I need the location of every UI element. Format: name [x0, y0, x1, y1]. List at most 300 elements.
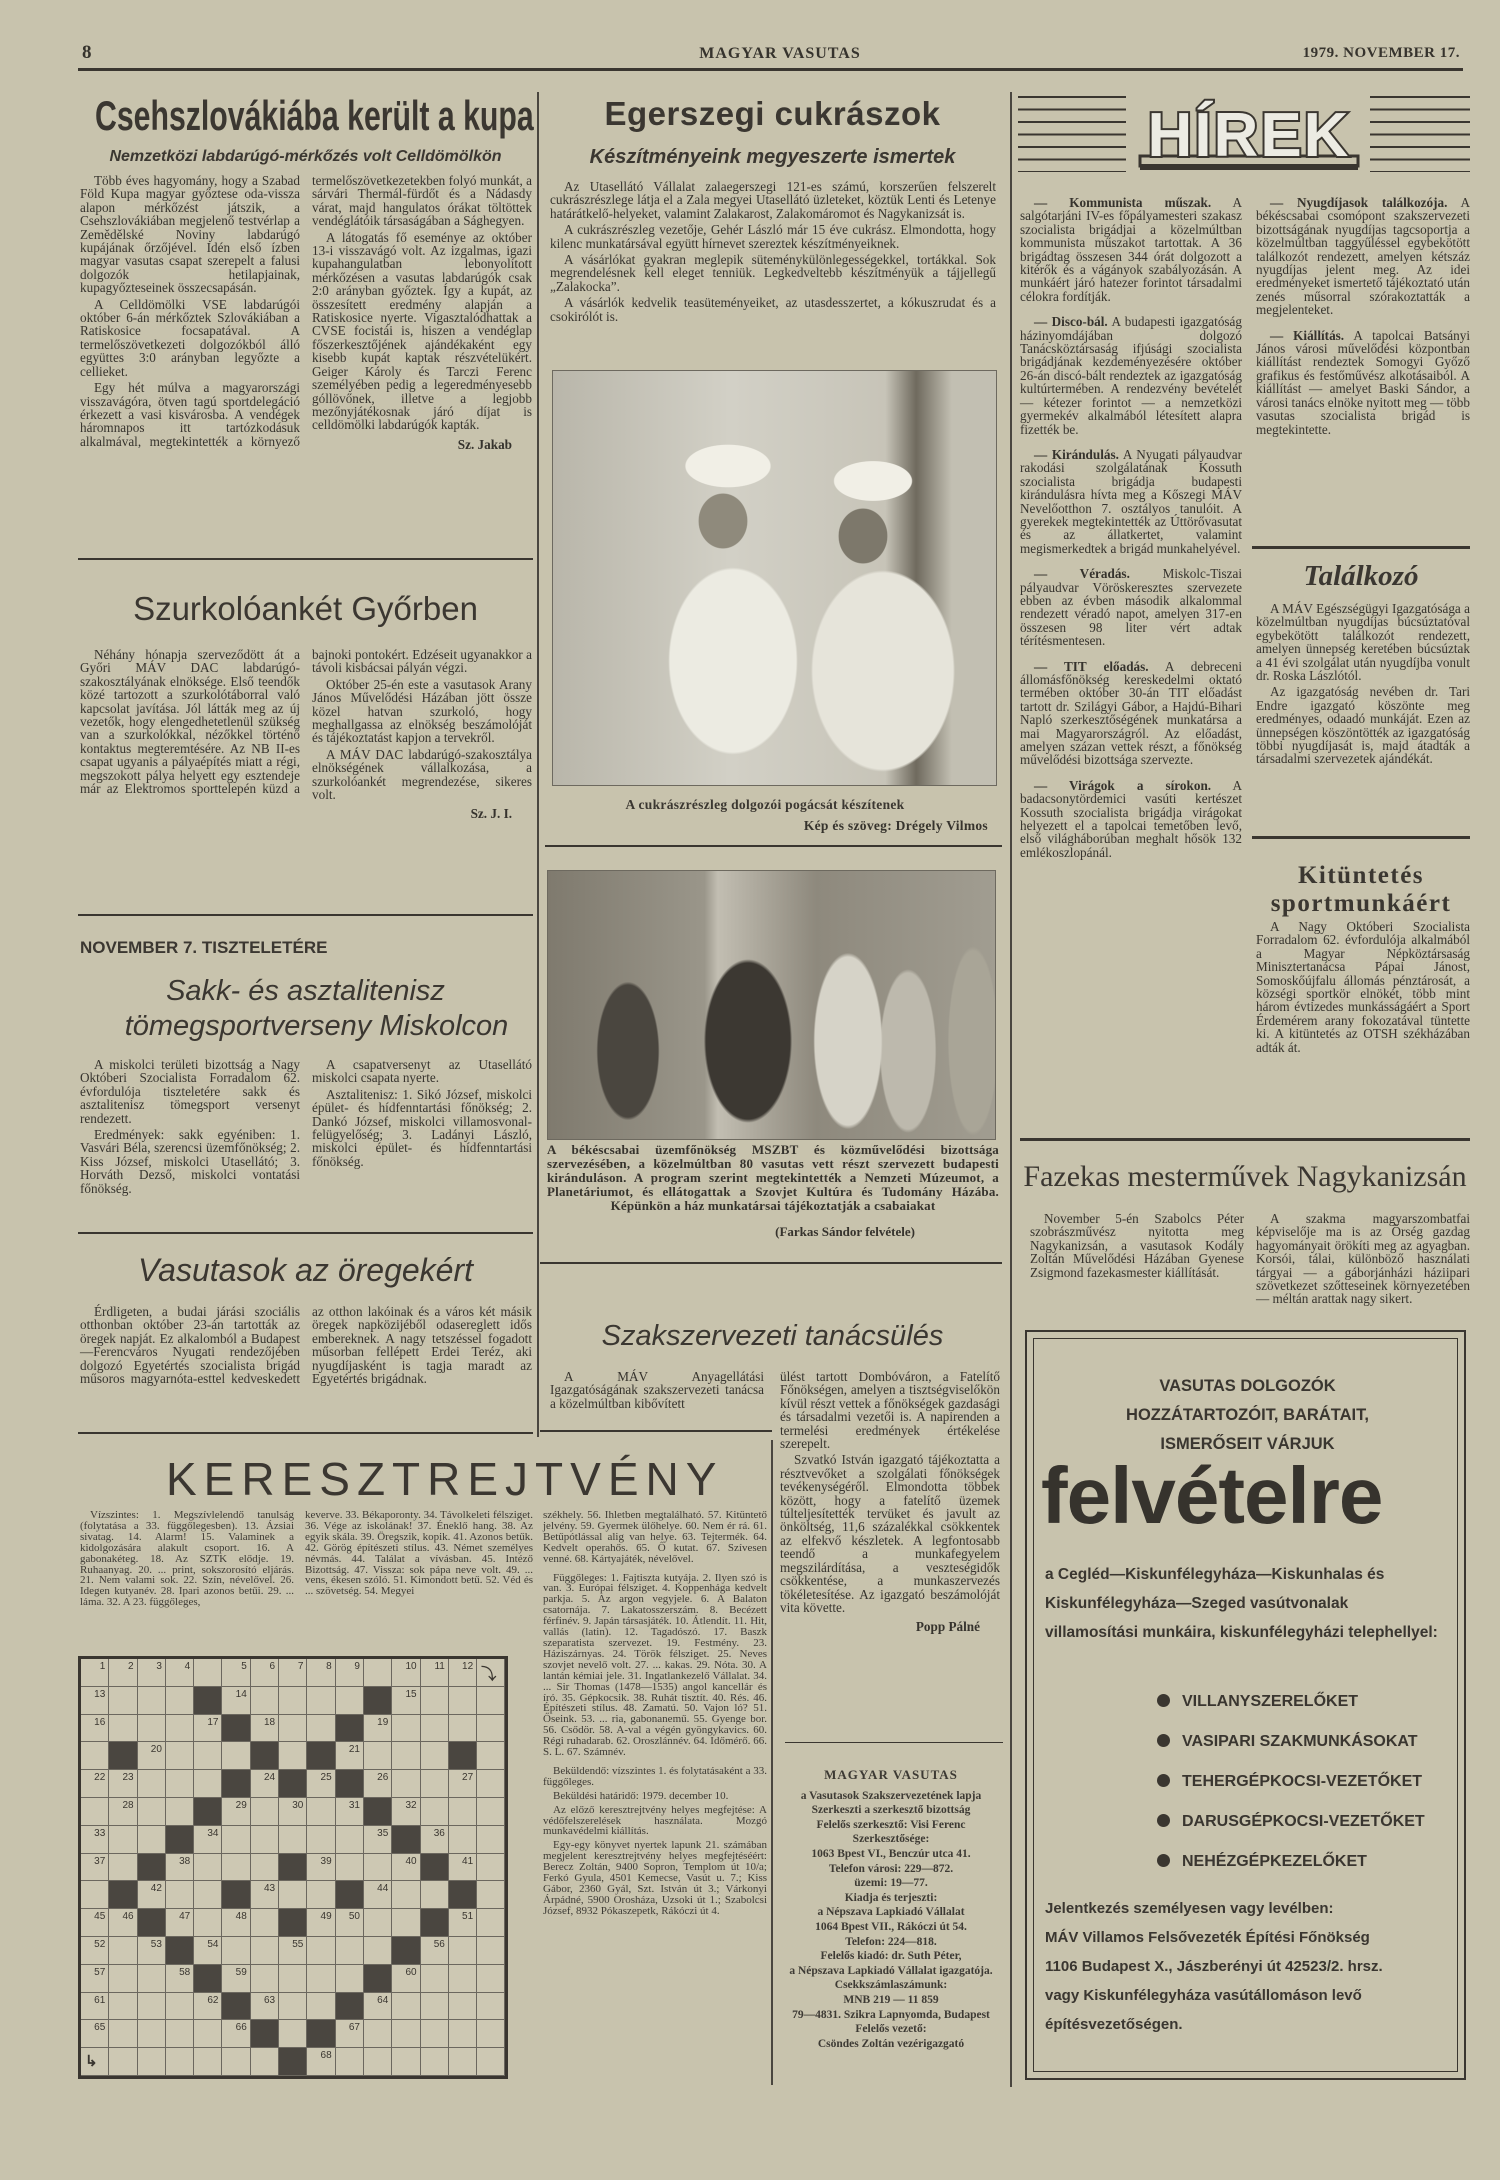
crossword-title: KERESZTREJTVÉNY	[166, 1453, 724, 1505]
ad-position-item	[1157, 1722, 1425, 1762]
crossword-numbered-cell: 53	[138, 1937, 166, 1965]
ad-position-label: VILLANYSZERELŐKET	[1182, 1693, 1359, 1710]
column-divider	[771, 1440, 773, 2085]
crossword-numbered-cell: 7	[279, 1659, 307, 1687]
byline: Sz. J. I.	[470, 806, 512, 822]
crossword-cell	[421, 2048, 449, 2076]
crossword-cell	[364, 2020, 392, 2048]
crossword-cell	[449, 2020, 477, 2048]
imprint-line: Csöndes Zoltán vezérigazgató	[817, 2037, 965, 2050]
crossword-cell	[109, 1715, 137, 1743]
ad-intro-line: ISMERŐSEIT VÁRJUK	[1160, 1435, 1335, 1453]
crossword-cell	[336, 1937, 364, 1965]
paragraph: Szvatkó István igazgató tájékoztatta a résztvevőket a szolgálati főnökségek tevékenységéről. Elmondotta többek között, hogy a fatelítő üzemek túlteljesítették tervüket és javult az önköltség, 11,6 százalékkal csökkentek az elfekvő készletek. A legfontosabb teendő a munkafegyelem megszilárdítása, a veszteségidők csökkentése, a munkaszervezés tökéletesítése. Az igazgató beszámolóját vita követte.	[780, 1452, 1000, 1615]
crossword-cell	[477, 1826, 505, 1854]
news-item-title: — Véradás.	[1034, 566, 1130, 582]
crossword-numbered-cell: 45	[81, 1909, 109, 1937]
crossword-numbered-cell: 20	[138, 1742, 166, 1770]
imprint	[780, 1768, 1002, 2051]
crossword-cell	[166, 1770, 194, 1798]
ad-intro-line: HOZZÁTARTOZÓIT, BARÁTAIT,	[1126, 1406, 1369, 1424]
crossword-numbered-cell: 58	[166, 1965, 194, 1993]
bullet-icon	[1157, 1734, 1170, 1747]
job-advertisement	[1025, 1330, 1466, 2080]
winners-list: Egy-egy könyvet nyertek lapunk 21. számában megjelent keresztrejtvény helyes megfejtéséért: Berecz Zoltán, 9400 Sopron, Templom út 10/a; Ferkó Gyula, 4501 Kemecse, Vasút u. 7.; Kiss Gábor, 2360 Gyál, Szt. István út 3.; Várkonyi Árpádné, 5900 Orosháza, Uzsoki út 1.; Szabolcsi József, 8932 Pókaszepetk, Rákóczi út 4.	[543, 1839, 767, 1917]
crossword-cell	[392, 1881, 420, 1909]
crossword-cell	[477, 1854, 505, 1882]
crossword-black-cell	[364, 1965, 392, 1993]
crossword-cell	[194, 1881, 222, 1909]
crossword-black-cell	[138, 1854, 166, 1882]
crossword-cell	[251, 1798, 279, 1826]
crossword-cell	[279, 1993, 307, 2021]
crossword-numbered-cell: 52	[81, 1937, 109, 1965]
imprint-line: Telefon: 224—818.	[845, 1935, 937, 1948]
imprint-title: MAGYAR VASUTAS	[824, 1767, 958, 1782]
news-logo	[1138, 90, 1360, 175]
crossword-cell	[336, 2048, 364, 2076]
crossword-numbered-cell: 13	[81, 1687, 109, 1715]
crossword-cell	[222, 1826, 250, 1854]
imprint-line: Felelős szerkesztő: Visi Ferenc	[816, 1818, 966, 1831]
crossword-cell	[307, 1965, 335, 1993]
crossword-cell	[364, 2048, 392, 2076]
news-item-text: A békéscsabai csomópont szakszervezeti bizottságának nyugdíjas tagcsoportja a közelmúltban taggyűléssel egybekötött találkozót rendezett, amelyen kétszáz nyugdíjas jelent meg. Az idei eredményeket ismertető tájékoztató után zenés műsorral szórakoztatták a megjelenteket.	[1256, 195, 1470, 318]
paragraph: A MÁV Egészségügyi Igazgatósága a közelmúltban nyugdíjas búcsúztatóval egybekötött találkozót rendezett, amelyen ünnepség keretében búcsúztak a 41 évi szolgálat után nyugdíjba vonult dr. Roska Lászlótól.	[1256, 601, 1470, 684]
crossword-cell	[477, 1687, 505, 1715]
imprint-line: üzemi: 19—77.	[854, 1877, 928, 1890]
paragraph: A cukrászrészleg vezetője, Gehér László már 15 éve cukrász. Elmondotta, hogy kilenc munkatársával együtt hírnevet szereztek készítményeiknek.	[550, 222, 996, 251]
article-body	[550, 180, 996, 326]
news-item	[1020, 660, 1242, 767]
news-item-text: A tapolcai Batsányi János városi művelődési központban kiállítást rendeztek Somogyi Győző grafikus és festőművész alkotásaiból. A kiállítást — amelyet Baski Sándor, a városi tanács elnöke nyitott meg — több vasutas szocialista brigád is megtekintette.	[1256, 327, 1471, 437]
crossword-cell	[279, 2020, 307, 2048]
crossword-cell	[251, 1965, 279, 1993]
paragraph: A Nagy Októberi Szocialista Forradalom 62. évfordulója alkalmából a Magyar Népköztársaság Minisztertanácsa Pápai Jánost, Somoskőújfalu állomás pénztárosát, a községi sportkör elnökét, több mint három évtizedes munkásságáért a Sport Érdemérem arany fokozatával tüntette ki. A kitüntetés az OTSH székházában adták át.	[1256, 919, 1470, 1055]
crossword-black-cell	[222, 1881, 250, 1909]
crossword-cell	[307, 1993, 335, 2021]
crossword-cell	[421, 1687, 449, 1715]
crossword-cell	[421, 1993, 449, 2021]
section-rule	[1252, 836, 1470, 839]
crossword-clues-down	[543, 1510, 767, 1920]
crossword-cell	[449, 1965, 477, 1993]
crossword-numbered-cell: 21	[336, 1742, 364, 1770]
crossword-cell	[222, 2048, 250, 2076]
crossword-black-cell	[449, 1742, 477, 1770]
crossword-numbered-cell: 30	[279, 1798, 307, 1826]
bullet-icon	[1157, 1814, 1170, 1827]
crossword-cell	[194, 1659, 222, 1687]
crossword-cell	[307, 1937, 335, 1965]
crossword-numbered-cell: 56	[421, 1937, 449, 1965]
imprint-line: Szerkeszti a szerkesztő bizottság	[811, 1804, 971, 1817]
crossword-numbered-cell: 55	[279, 1937, 307, 1965]
crossword-numbered-cell: 17	[194, 1715, 222, 1743]
crossword-numbered-cell: 16	[81, 1715, 109, 1743]
crossword-cell	[477, 1881, 505, 1909]
crossword-cell	[336, 1965, 364, 1993]
crossword-numbered-cell: 9	[336, 1659, 364, 1687]
bullet-icon	[1157, 1774, 1170, 1787]
news-item	[1020, 315, 1242, 436]
crossword-black-cell	[279, 1909, 307, 1937]
crossword-numbered-cell: 35	[364, 1826, 392, 1854]
crossword-numbered-cell: 57	[81, 1965, 109, 1993]
crossword-numbered-cell: 26	[364, 1770, 392, 1798]
crossword-black-cell	[222, 1770, 250, 1798]
crossword-cell	[81, 1742, 109, 1770]
crossword-black-cell	[166, 1937, 194, 1965]
article-body	[80, 648, 532, 821]
article-body	[1256, 602, 1470, 769]
crossword-numbered-cell: 41	[449, 1854, 477, 1882]
crossword-cell	[166, 1798, 194, 1826]
crossword-black-cell	[194, 1965, 222, 1993]
section-rule	[78, 914, 533, 916]
crossword-black-cell	[279, 2048, 307, 2076]
ad-description: a Cegléd—Kiskunfélegyháza—Kiskunhalas és Kiskunfélegyháza—Szeged vasútvonalak villamosítási munkáira, kiskunfélegyházi telephellyel:	[1045, 1566, 1438, 1641]
crossword-cell	[477, 1742, 505, 1770]
article-title: Sakk- és asztalitenisz	[166, 975, 445, 1007]
crossword-numbered-cell: 37	[81, 1854, 109, 1882]
crossword-black-cell	[109, 1881, 137, 1909]
crossword-cell	[194, 2020, 222, 2048]
crossword-cell	[222, 1937, 250, 1965]
news-logo-lines	[1370, 96, 1470, 172]
deadline-note: Beküldési határidő: 1979. december 10.	[553, 1789, 729, 1802]
paragraph: Asztalitenisz: 1. Sikó József, miskolci épület- és hídfenntartási főnökség; 2. Dankó József, miskolci villamosvonal-felügyelőség; 3. Ladányi László, miskolci épület- és hídfenntartási főnökség.	[312, 1086, 532, 1169]
crossword-numbered-cell: 60	[392, 1965, 420, 1993]
photo-caption: A cukrászrészleg dolgozói pogácsát készítenek	[625, 797, 905, 812]
ad-position-item	[1157, 1762, 1425, 1802]
crossword-cell	[449, 1937, 477, 1965]
crossword-numbered-cell: 38	[166, 1854, 194, 1882]
imprint-line: a Vasutasok Szakszervezetének lapja	[800, 1789, 982, 1802]
paragraph: Az Utasellátó Vállalat zalaegerszegi 121-es számú, korszerűen felszerelt cukrászrészlege látja el a Zala megyei Utasellátó üzleteket, köztük Lenti és Letenye határátkelő-helyeket, valamint Zalakarost, Zalakomáromot és Nagykanizsát is.	[550, 179, 996, 221]
imprint-line: Telefon városi: 229—872.	[828, 1862, 954, 1875]
paragraph: Az igazgatóság nevében dr. Tari Endre igazgató köszönte meg eredményes, odaadó munkáját. Ezen az ünnepségen köszöntötték az igazgatóság többi nyugdíjasát is, majd átadták a társadalmi szervezetek ajándékát.	[1256, 684, 1470, 767]
section-rule	[545, 845, 1002, 847]
section-rule	[1020, 1138, 1470, 1141]
news-item-title: — Kommunista műszak.	[1034, 195, 1212, 210]
crossword-numbered-cell: 18	[251, 1715, 279, 1743]
crossword-cell	[138, 1770, 166, 1798]
crossword-cell	[477, 1965, 505, 1993]
crossword-black-cell	[336, 1770, 364, 1798]
crossword-numbered-cell: 34	[194, 1826, 222, 1854]
crossword-numbered-cell: 51	[449, 1909, 477, 1937]
crossword-numbered-cell: 44	[364, 1881, 392, 1909]
crossword-cell	[109, 2048, 137, 2076]
crossword-black-cell	[138, 1909, 166, 1937]
news-item	[1256, 329, 1470, 436]
crossword-numbered-cell: 61	[81, 1993, 109, 2021]
crossword-numbered-cell: 47	[166, 1909, 194, 1937]
news-item	[1256, 196, 1470, 317]
crossword-cell	[81, 1798, 109, 1826]
ad-intro	[1027, 1372, 1468, 1459]
crossword-black-cell	[336, 1993, 364, 2021]
imprint-line: 1064 Bpest VII., Rákóczi út 54.	[815, 1920, 967, 1933]
photo-excursion	[547, 870, 996, 1140]
crossword-cell	[449, 1715, 477, 1743]
news-item-text: A Nyugati pályaudvar rakodási szolgálatának Kossuth szocialista brigádja budapesti kirándulásra hívta meg a Kőszegi MÁV Nevelőotthon 7. osztályos tanulóit. A gyerekek megtekintették az Úttörővasutat és az állatkertet, valamint megismerkedtek a brigád munkahelyével.	[1020, 446, 1242, 556]
crossword-black-cell	[222, 1715, 250, 1743]
crossword-cell	[109, 1937, 137, 1965]
bullet-icon	[1157, 1854, 1170, 1867]
article-title: Szakszervezeti tanácsülés	[601, 1320, 944, 1352]
crossword-numbered-cell: 63	[251, 1993, 279, 2021]
section-rule	[78, 558, 533, 560]
crossword-cell	[392, 1742, 420, 1770]
article-title: Fazekas mesterművek Nagykanizsán	[1023, 1160, 1467, 1193]
crossword-cell	[251, 1687, 279, 1715]
crossword-numbered-cell: 33	[81, 1826, 109, 1854]
crossword-numbered-cell: 40	[392, 1854, 420, 1882]
crossword-cell	[166, 1993, 194, 2021]
crossword-black-cell	[392, 1937, 420, 1965]
crossword-cell	[392, 1993, 420, 2021]
crossword-numbered-cell: 36	[421, 1826, 449, 1854]
ad-contact-line: Jelentkezés személyesen vagy levélben:	[1045, 1900, 1334, 1917]
crossword-cell	[138, 1826, 166, 1854]
byline: Popp Pálné	[915, 1619, 980, 1635]
crossword-cell	[392, 1909, 420, 1937]
news-column	[1020, 196, 1242, 871]
imprint-line: Csekkszámlaszámunk:	[834, 1979, 948, 1992]
crossword-cell	[222, 1742, 250, 1770]
paragraph: A csapatversenyt az Utasellátó miskolci csapata nyerte.	[312, 1057, 532, 1086]
crossword-cell	[477, 1937, 505, 1965]
crossword-black-cell	[251, 1742, 279, 1770]
crossword-cell	[251, 1826, 279, 1854]
crossword-cell	[251, 1909, 279, 1937]
section-rule	[78, 1432, 533, 1434]
article-body	[1030, 1212, 1470, 1306]
photo-confectioners	[552, 370, 997, 786]
crossword-numbered-cell: 59	[222, 1965, 250, 1993]
ad-position-label: TEHERGÉPKOCSI-VEZETŐKET	[1182, 1773, 1423, 1790]
crossword-cell	[477, 1715, 505, 1743]
crossword-cell	[364, 1937, 392, 1965]
page-number: 8	[82, 42, 92, 63]
paper-name: MAGYAR VASUTAS	[699, 45, 861, 62]
crossword-black-cell	[166, 1826, 194, 1854]
crossword-numbered-cell: 42	[138, 1881, 166, 1909]
column-divider	[537, 92, 539, 1437]
crossword-cell	[421, 1770, 449, 1798]
crossword-numbered-cell: 68	[307, 2048, 335, 2076]
crossword-cell	[279, 1687, 307, 1715]
paragraph: Eredmények: sakk egyéniben: 1. Vasvári Béla, szerencsi üzemfőnökség; 2. Kiss József, miskolci Utasellátó; 3. Horváth Dezső, miskolci vontatási főnökség.	[80, 1127, 300, 1196]
news-item-text: A badacsonytördemici vasúti kertészet Kossuth szocialista brigádja virágokat helyezett el a tapolcai temetőben levő, első világháborúban meghalt hősök 132 emlékoszlopánál.	[1020, 777, 1242, 860]
crossword-black-cell	[449, 1881, 477, 1909]
crossword-cell	[477, 1659, 505, 1687]
paragraph: A Celldömölki VSE labdarúgói október 6-án mérkőztek Szlovákiában a Ratiskosice focsapatával. A termelőszövetkezeti dolgozókból álló együttes 3:0 arányban legyőzte a cellieket.	[80, 296, 300, 379]
imprint-line: a Népszava Lapkiadó Vállalat	[817, 1906, 965, 1919]
imprint-line: 1063 Bpest VI., Benczúr utca 41.	[811, 1847, 971, 1860]
crossword-numbered-cell: 31	[336, 1798, 364, 1826]
crossword-cell	[166, 1687, 194, 1715]
crossword-cell	[138, 1687, 166, 1715]
news-item-text: A salgótarjáni IV-es főpályamesteri szakasz szocialista brigádjai a közelmúltban kommunista műszakot tartottak. A 36 brigádtag összesen 344 órát dolgozott a kitérők és a vágányok szabályozásán. A munkáért járó hatezer forintot társadalmi célokra fordítják.	[1020, 195, 1242, 304]
crossword-black-cell	[222, 1993, 250, 2021]
news-item	[1020, 779, 1242, 859]
crossword-cell	[449, 1798, 477, 1826]
submission-note: Beküldendő: vízszintes 1. és folytatásaként a 33. függőleges.	[543, 1764, 767, 1788]
news-column	[1256, 196, 1470, 448]
crossword-numbered-cell: 29	[222, 1798, 250, 1826]
crossword-cell	[138, 1965, 166, 1993]
crossword-numbered-cell: 39	[307, 1854, 335, 1882]
crossword-numbered-cell: 67	[336, 2020, 364, 2048]
photo-credit: (Farkas Sándor felvétele)	[775, 1224, 915, 1239]
ad-intro-line: VASUTAS DOLGOZÓK	[1159, 1377, 1336, 1395]
crossword-numbered-cell: 1	[81, 1659, 109, 1687]
paragraph: Néhány hónapja szerveződött át a Győri MÁV DAC labdarúgó-szakosztályának elnöksége. Első teendők közé tartozott a szurkolótáborral való kapcsolat javítása. Jól látták meg az új vezetők, hogy elengedhetetlenül szükség van a szurkolókkal, nézőkkel történő kontaktus megteremtésére. Az NB II-es csapat ugyanis a pályaépítés miatt a régi, megszokott pálya helyett egy esztendeje már az Elektromos sporttelepén küzd a bajnoki pontokért. Edzéseit ugyanakkor a távoli kisbácsai pályán végzi.	[80, 647, 532, 797]
news-item-title: — Kiállítás.	[1270, 327, 1345, 343]
crossword-cell	[449, 2048, 477, 2076]
news-item-text: A debreceni állomásfőnökség kereskedelmi oktató termében október 30-án TIT előadást tartott dr. Szilágyi Gábor, a Hajdú-Bihari Napló szerkesztőségének munkatársa a mai Magyarországról. Az előadást, amelyen százan vettek részt, a főnökség művelődési bizottsága szervezte.	[1020, 658, 1243, 768]
ad-contact-line: vagy Kiskunfélegyháza vasútállomáson levő	[1045, 1987, 1362, 2004]
crossword-cell	[364, 1659, 392, 1687]
article-body	[550, 1370, 764, 1413]
crossword-cell	[421, 1881, 449, 1909]
crossword-grid	[78, 1656, 508, 2079]
crossword-black-cell	[364, 1798, 392, 1826]
paragraph: Érdligeten, a budai járási szociális otthonban október 23-án tartották az öregek napját. Ez alkalomból a Budapest—Ferencváros Nyugati rendezőjében dolgozó Egyetértés szocialista brigád műsoros magyarnóta-esttel kedveskedett az otthon lakóinak és a város két másik öregek napközijéből odasereglett idős embereknek. A nagy tetszéssel fogadott műsorban fellépett Erdei Teréz, aki nyugdíjasként is tagja maradt az Egyetértés brigádnak.	[80, 1304, 532, 1387]
crossword-cell	[477, 1909, 505, 1937]
crossword-cell	[392, 2020, 420, 2048]
news-item-text: Miskolc-Tiszai pályaudvar Vöröskeresztes szervezete ebben az évben második alkalommal rendezett véradó napot, amelyen 317-en összesen 98 liter vért adtak térítésmentesen.	[1020, 566, 1242, 649]
crossword-black-cell	[194, 1798, 222, 1826]
ad-headline: felvételre	[1041, 1451, 1383, 1540]
section-rule	[785, 1742, 1003, 1743]
crossword-numbered-cell: 46	[109, 1909, 137, 1937]
crossword-cell	[336, 1826, 364, 1854]
ad-contact-line: építésvezetőségen.	[1045, 2016, 1183, 2033]
crossword-numbered-cell: 49	[307, 1909, 335, 1937]
paragraph: A vásárlók kedvelik teasüteményeiket, az utasdesszertet, a kókuszrudat és a csokirólót is.	[550, 295, 996, 324]
crossword-cell	[194, 1909, 222, 1937]
crossword-numbered-cell: 12	[449, 1659, 477, 1687]
ad-contact-line: 1106 Budapest X., Jászberényi út 42523/2. hrsz.	[1045, 1958, 1383, 1975]
crossword-cell	[194, 2048, 222, 2076]
article-title: Vasutasok az öregekért	[138, 1252, 473, 1288]
crossword-cell	[336, 1687, 364, 1715]
crossword-numbered-cell: 10	[392, 1659, 420, 1687]
crossword-black-cell	[307, 2020, 335, 2048]
news-item	[1020, 196, 1242, 303]
column-divider	[1010, 92, 1012, 2087]
news-logo-lines	[1018, 96, 1126, 172]
crossword-cell	[194, 1770, 222, 1798]
crossword-cell	[364, 1742, 392, 1770]
news-item	[1020, 448, 1242, 555]
crossword-numbered-cell: 8	[307, 1659, 335, 1687]
paragraph: A MÁV DAC labdarúgó-szakosztálya elnökségének vállalkozása, a szurkolóankét megrendezése, sikeres volt.	[312, 746, 532, 803]
crossword-cell	[477, 1993, 505, 2021]
crossword-cell	[279, 1742, 307, 1770]
crossword-cell	[194, 1854, 222, 1882]
section-rule	[540, 1430, 772, 1432]
article-title: Kitüntetés	[1297, 862, 1425, 889]
crossword-numbered-cell: 48	[222, 1909, 250, 1937]
crossword-cell	[81, 2048, 109, 2076]
article-title: tömegsportverseny Miskolcon	[124, 1010, 509, 1042]
article-body	[80, 1305, 532, 1387]
ad-position-label: VASIPARI SZAKMUNKÁSOKAT	[1182, 1733, 1418, 1750]
crossword-black-cell	[392, 1826, 420, 1854]
ad-contact-line: MÁV Villamos Felsővezeték Építési Főnökség	[1045, 1929, 1370, 1946]
news-item-title: — Virágok a sírokon.	[1034, 777, 1212, 793]
clue-text: Vízszintes: 1. Megszívlelendő tanulság (folytatása a 33. függőlegesben). 13. Ázsiai sivatag. 14. Alarm! 15. Valaminek a kidolgozására alakult csoport. 16. A gabonakéteg. 18. Az SZTK elődje. 19. Ruhaanyag. 20. ... print, sokszorosító eljárás. 21. Nem valami sok. 22. Szín, névelővel. 26. Idegen kutyanév. 28. Ipari azonos betűi. 29. ... láma. 32. A 23. függőleges,	[80, 1509, 294, 1609]
crossword-cell	[138, 2020, 166, 2048]
article-title: Szurkolóankét Győrben	[133, 590, 478, 627]
arrow-down-right-icon: ↳	[85, 2053, 98, 2071]
crossword-numbered-cell: 15	[392, 1687, 420, 1715]
crossword-cell	[449, 1687, 477, 1715]
news-logo-text: HÍREK	[1147, 101, 1351, 170]
crossword-cell	[421, 1965, 449, 1993]
ad-positions	[1157, 1682, 1425, 1882]
crossword-cell	[307, 1715, 335, 1743]
news-item-title: — Nyugdíjasok találkozója.	[1270, 195, 1448, 210]
article-title: sportmunkáért	[1270, 890, 1452, 917]
crossword-black-cell	[421, 1854, 449, 1882]
news-item-title: — Kirándulás.	[1034, 446, 1119, 462]
crossword-numbered-cell: 43	[251, 1881, 279, 1909]
crossword-cell	[449, 1993, 477, 2021]
crossword-cell	[421, 1715, 449, 1743]
ad-contact	[1045, 1894, 1460, 2039]
crossword-numbered-cell: 5	[222, 1659, 250, 1687]
crossword-numbered-cell: 28	[109, 1798, 137, 1826]
crossword-black-cell	[421, 1909, 449, 1937]
ad-position-item	[1157, 1842, 1425, 1882]
photo-caption: A békéscsabai üzemfőnökség MSZBT és közművelődési bizottsága szervezésében, a közelmúltban 80 vasutas vett részt szervezett budapesti kiránduláson. A program szerint megtekintették a Nemzeti Múzeumot, a Planetáriumot, és ellátogattak a Szovjet Kultúra és Tudomány Házába. Képünkön a ház munkatársai tájékoztatják a csabaiakat	[547, 1142, 999, 1213]
crossword-cell	[449, 1826, 477, 1854]
crossword-cell	[307, 1687, 335, 1715]
article-body	[780, 1370, 1000, 1637]
crossword-cell	[138, 1715, 166, 1743]
crossword-numbered-cell: 23	[109, 1770, 137, 1798]
crossword-cell	[138, 2048, 166, 2076]
paragraph: A vásárlókat gyakran meglepik süteménykülönlegességekkel, tortákkal. Sok megrendelésnek kell eleget tenniük. Legkedveltebb készítményük a tájjellegű „Zalakocka”.	[550, 252, 996, 294]
crossword-cell	[307, 1826, 335, 1854]
crossword-numbered-cell: 64	[364, 1993, 392, 2021]
crossword-black-cell	[109, 1742, 137, 1770]
ad-position-item	[1157, 1682, 1425, 1722]
crossword-clues-across	[80, 1510, 294, 1611]
crossword-cell	[421, 1798, 449, 1826]
crossword-cell	[109, 1826, 137, 1854]
crossword-black-cell	[251, 2020, 279, 2048]
crossword-cell	[251, 2048, 279, 2076]
crossword-black-cell	[307, 1742, 335, 1770]
byline: Sz. Jakab	[457, 436, 512, 452]
crossword-cell	[421, 1742, 449, 1770]
crossword-numbered-cell: 22	[81, 1770, 109, 1798]
crossword-black-cell	[279, 1854, 307, 1882]
crossword-cell	[109, 1993, 137, 2021]
crossword-cell	[166, 2048, 194, 2076]
news-item-title: — TIT előadás.	[1034, 658, 1149, 674]
crossword-black-cell	[279, 1770, 307, 1798]
section-rule	[540, 1262, 1002, 1264]
crossword-cell	[251, 1854, 279, 1882]
